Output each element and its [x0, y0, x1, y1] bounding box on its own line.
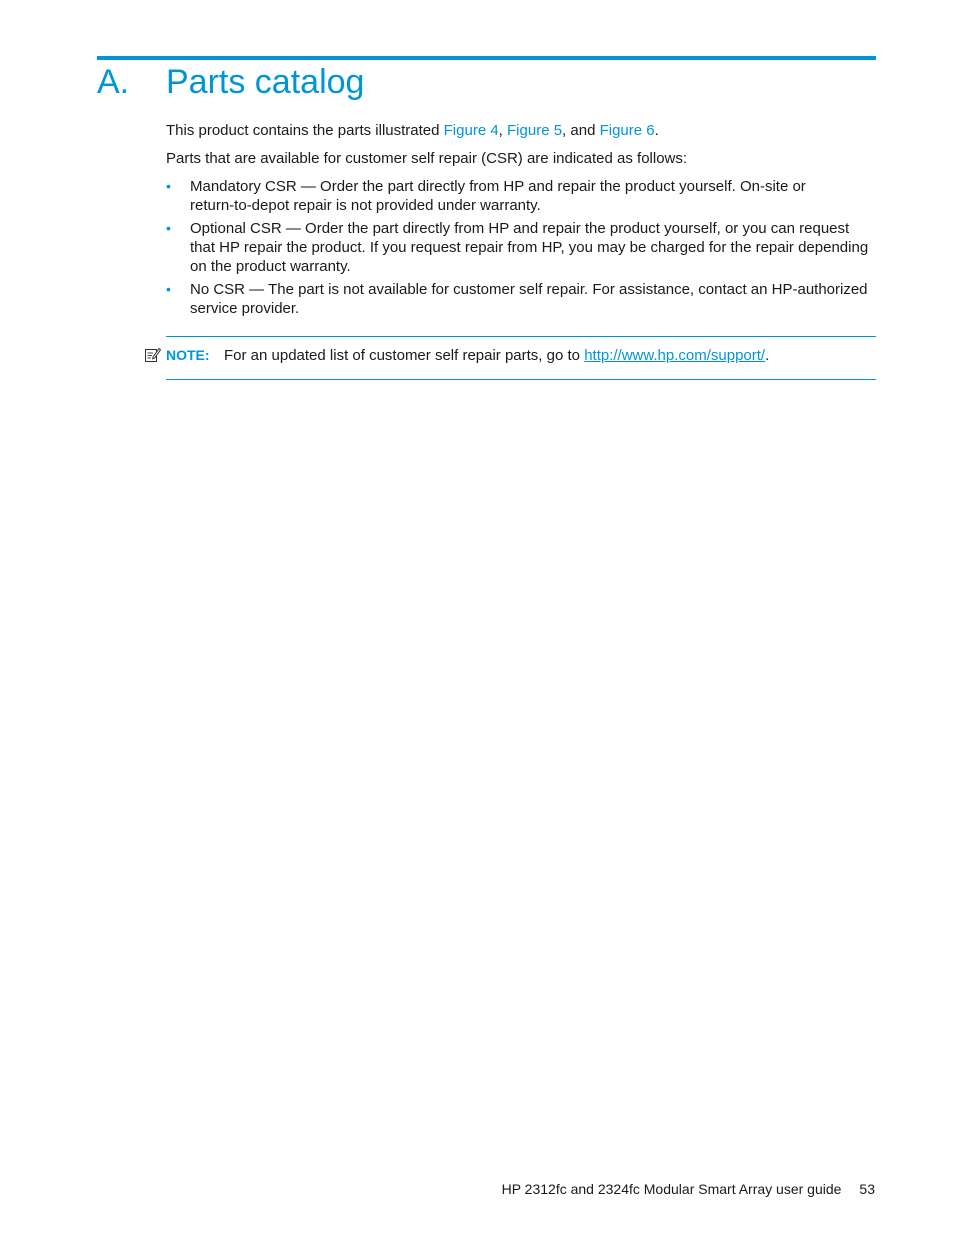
bullet-line: return-to-depot repair is not provided under warranty. — [190, 197, 541, 214]
note-pencil-icon — [144, 346, 161, 363]
page-footer — [502, 1180, 875, 1199]
note-text — [224, 346, 769, 365]
bullet-line: No CSR — The part is not available for customer self repair. For assistance, contact an HP-authorized — [190, 281, 868, 298]
page-number: 53 — [859, 1181, 875, 1197]
bullet-no-csr — [166, 280, 876, 320]
intro-paragraph — [166, 121, 659, 140]
bullet-line: on the product warranty. — [190, 258, 351, 275]
intro-prefix: This product contains the parts illustrated — [166, 122, 444, 139]
chapter-title-text: Parts catalog — [166, 63, 365, 101]
bullet-mandatory-csr — [166, 177, 876, 217]
note-body: For an updated list of customer self repair parts, go to — [224, 347, 585, 364]
bullet-line: service provider. — [190, 300, 300, 317]
bullet-marker: • — [166, 220, 171, 236]
bullet-marker: • — [166, 281, 171, 297]
bullet-line: that HP repair the product. If you request repair from HP, you may be charged for the repair depending — [190, 239, 869, 256]
chapter-title — [97, 58, 364, 106]
note-suffix: . — [765, 347, 770, 364]
figure-6-link[interactable]: Figure 6 — [599, 122, 655, 139]
bullet-marker: • — [166, 178, 171, 194]
hp-support-link[interactable]: http://www.hp.com/support/ — [584, 347, 766, 364]
note-bottom-rule — [166, 379, 876, 380]
intro-sep-2: , and — [562, 122, 600, 139]
bullet-line: Mandatory CSR — Order the part directly from HP and repair the product yourself. On-site or — [190, 178, 806, 195]
figure-5-link[interactable]: Figure 5 — [507, 122, 563, 139]
note-label: NOTE: — [166, 347, 210, 363]
bullet-line: Optional CSR — Order the part directly from HP and repair the product yourself, or you can request — [190, 220, 850, 237]
csr-intro-paragraph: Parts that are available for customer self repair (CSR) are indicated as follows: — [166, 150, 688, 167]
intro-suffix: . — [654, 122, 659, 139]
note-top-rule — [166, 336, 876, 337]
figure-4-link[interactable]: Figure 4 — [443, 122, 499, 139]
footer-title: HP 2312fc and 2324fc Modular Smart Array user guide — [501, 1181, 842, 1197]
intro-sep-1: , — [498, 122, 508, 139]
bullet-optional-csr — [166, 219, 876, 277]
chapter-number: A. — [97, 63, 130, 101]
